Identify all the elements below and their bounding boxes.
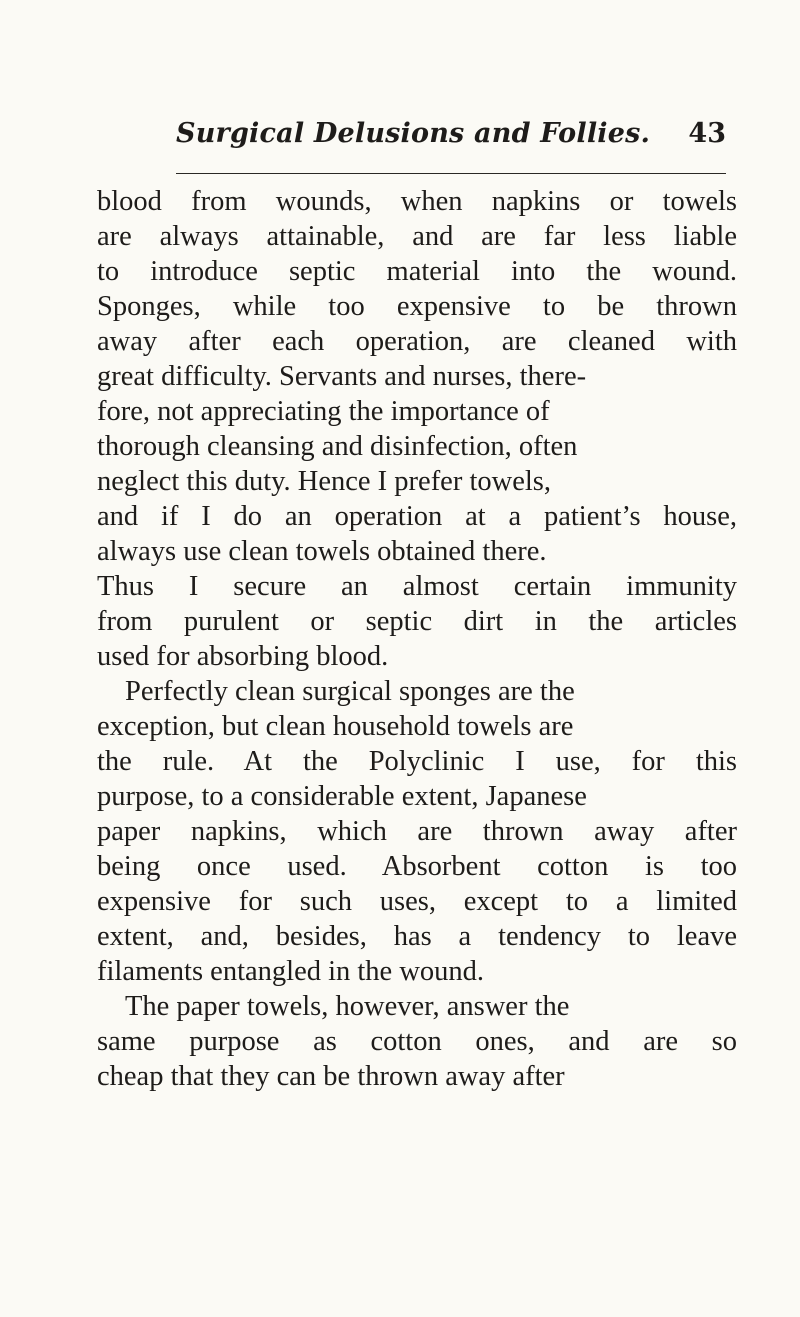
text-line: paper napkins, which are thrown away after: [97, 816, 737, 847]
text-line: to introduce septic material into the wound.: [97, 256, 737, 287]
header-rule: [176, 173, 726, 174]
text-line: Sponges, while too expensive to be thrown: [97, 291, 737, 322]
text-line: the rule. At the Polyclinic I use, for this: [97, 746, 737, 777]
running-title: Surgical Delusions and Follies.: [176, 118, 651, 149]
text-line: thorough cleansing and disinfection, often: [97, 431, 578, 462]
text-line: blood from wounds, when napkins or towels: [97, 186, 737, 217]
text-line: being once used. Absorbent cotton is too: [97, 851, 737, 882]
page-number: 43: [688, 118, 726, 149]
text-line: used for absorbing blood.: [97, 641, 389, 672]
text-line: always use clean towels obtained there.: [97, 536, 547, 567]
text-line: fore, not appreciating the importance of: [97, 396, 550, 427]
text-line: same purpose as cotton ones, and are so: [97, 1026, 737, 1057]
body-text: [97, 184, 737, 1094]
text-line: away after each operation, are cleaned with: [97, 326, 737, 357]
paragraph-start-line: The paper towels, however, answer the: [125, 991, 570, 1022]
text-line: purpose, to a considerable extent, Japanese: [97, 781, 587, 812]
text-line: expensive for such uses, except to a limited: [97, 886, 737, 917]
text-line: and if I do an operation at a patient’s house,: [97, 501, 737, 532]
text-line: great difficulty. Servants and nurses, there-: [97, 361, 587, 392]
text-line: filaments entangled in the wound.: [97, 956, 485, 987]
text-line: extent, and, besides, has a tendency to leave: [97, 921, 737, 952]
text-line: are always attainable, and are far less liable: [97, 221, 737, 252]
text-line: cheap that they can be thrown away after: [97, 1061, 565, 1092]
running-head: [176, 118, 726, 158]
text-line: Thus I secure an almost certain immunity: [97, 571, 737, 602]
text-line: exception, but clean household towels are: [97, 711, 574, 742]
text-line: from purulent or septic dirt in the articles: [97, 606, 737, 637]
paragraph-start-line: Perfectly clean surgical sponges are the: [125, 676, 575, 707]
text-line: neglect this duty. Hence I prefer towels,: [97, 466, 551, 497]
